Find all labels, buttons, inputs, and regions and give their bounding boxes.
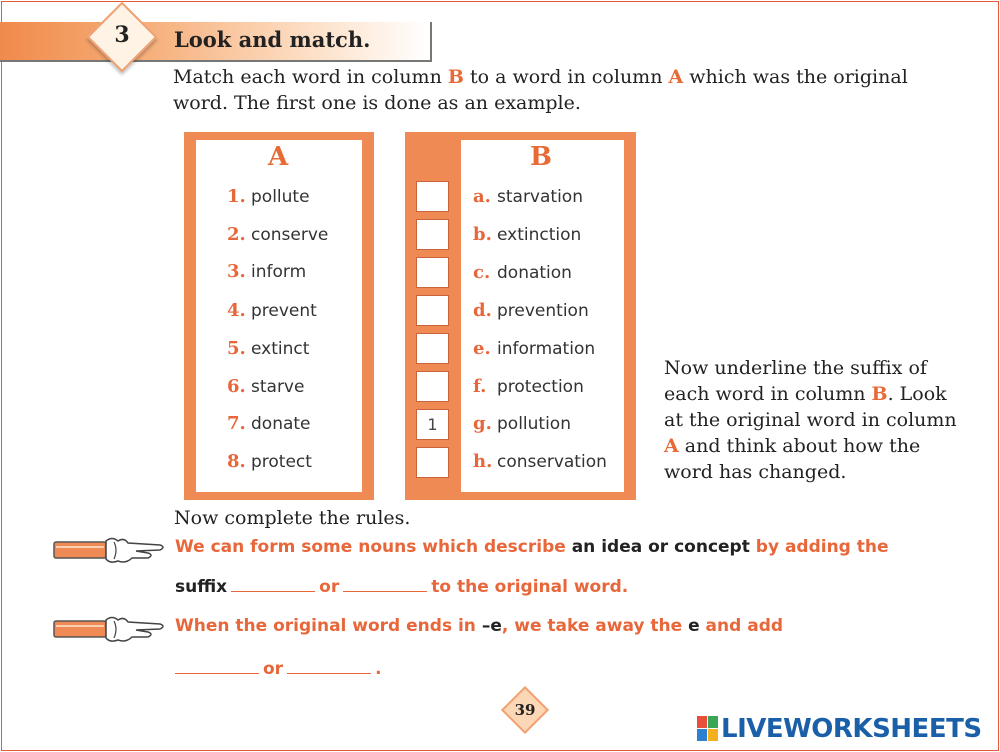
blank-3[interactable] [175,660,259,674]
rule-2-line-1: When the original word ends in –e, we take away the e and add [175,616,784,636]
column-a-item: 6. starve [227,376,305,397]
pointing-hand-icon [52,533,170,567]
answer-box-c[interactable] [416,257,449,288]
column-b-item: h. conservation [473,451,607,472]
column-a-item: 3. inform [227,261,307,282]
column-a-item: 4. prevent [227,300,317,321]
column-b-item: f. protection [473,376,584,397]
rule-1-line-1: We can form some nouns which describe an idea or concept by adding the [175,537,889,557]
instructions: Match each word in column B to a word in column A which was the original word. The first one is done as an example. [173,66,908,114]
liveworksheets-brand[interactable]: LIVEWORKSHEETS [721,714,982,744]
exercise-number: 3 [114,22,130,48]
column-a-item: 7. donate [227,413,311,434]
column-a-header: A [268,142,289,172]
column-a-item: 5. extinct [227,338,310,359]
rules-intro: Now complete the rules. [174,507,411,529]
column-b-item: a. starvation [473,186,583,207]
column-a-item: 8. protect [227,451,312,472]
side-note: Now underline the suffix of each word in column B. Look at the original word in column A and think about how the word has changed. [664,357,957,483]
exercise-title: Look and match. [174,27,371,52]
column-b-item: e. information [473,338,596,359]
blank-2[interactable] [343,578,427,592]
column-b-header: B [530,142,552,172]
answer-box-g[interactable]: 1 [416,409,449,440]
column-b-item: d. prevention [473,300,589,321]
column-a-item: 2. conserve [227,224,329,245]
answer-box-d[interactable] [416,295,449,326]
liveworksheets-logo-icon [697,716,719,742]
page-number: 39 [514,701,536,719]
answer-box-b[interactable] [416,219,449,250]
answer-box-a[interactable] [416,181,449,212]
answer-box-f[interactable] [416,371,449,402]
answer-box-e[interactable] [416,333,449,364]
column-b-item: g. pollution [473,413,571,434]
blank-1[interactable] [231,578,315,592]
column-a-item: 1. pollute [227,186,310,207]
column-b-item: c. donation [473,262,572,283]
column-b-item: b. extinction [473,224,582,245]
answer-box-h[interactable] [416,447,449,478]
rule-1-line-2: suffix or to the original word. [175,577,629,597]
rule-2-line-2: or . [175,659,382,679]
pointing-hand-icon [52,612,170,646]
blank-4[interactable] [287,660,371,674]
